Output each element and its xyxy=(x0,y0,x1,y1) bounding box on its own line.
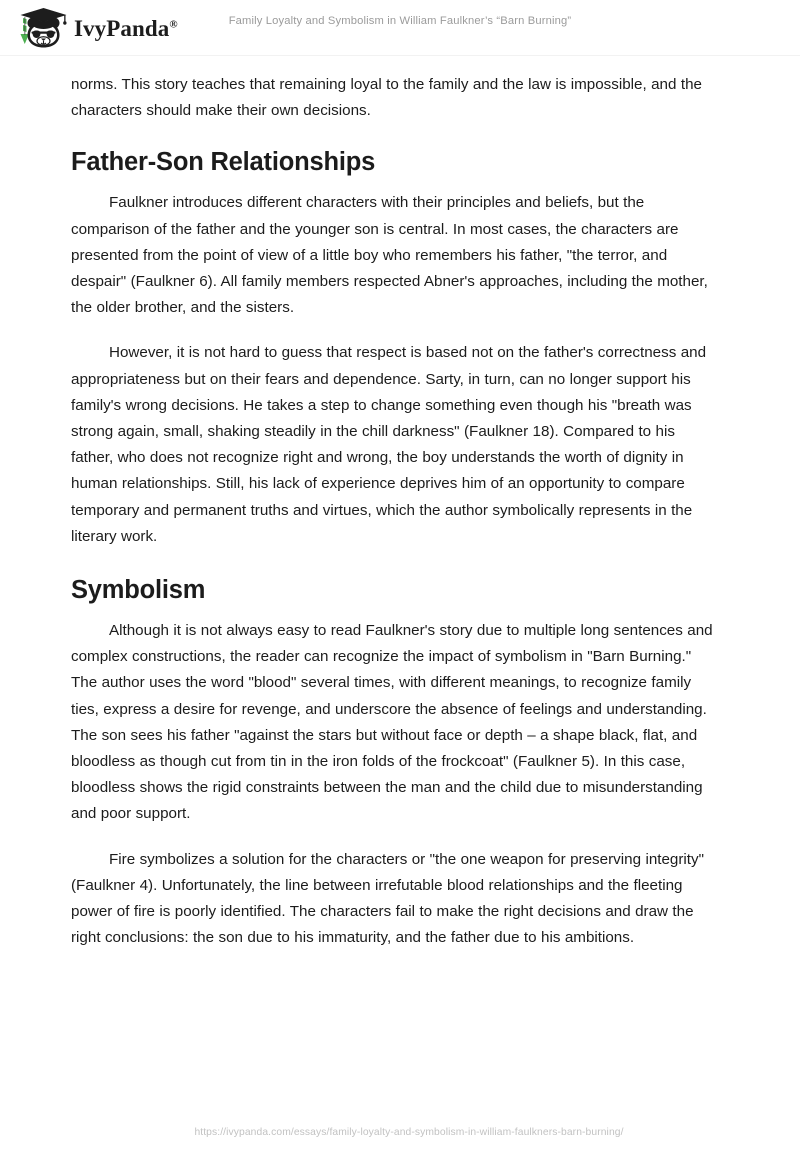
brand-name-text: IvyPanda xyxy=(74,15,170,41)
paragraph: However, it is not hard to guess that respect is based not on the father's correctness and appropriateness but on their fears and dependence. Sarty, in turn, can no longer support his family's wrong decisions. He takes a step to change something even though his "breath was strong again, small, shaking steadily in the chill darkness" (Faulkner 18). Compared to his father, who does not recognize right and wrong, the boy understands the worth of dignity in human relationships. Still, his lack of experience deprives him of an opportunity to compare temporary and permanent truths and virtues, which the author symbolically represents in the literary work. xyxy=(71,344,707,545)
paragraph: Although it is not always easy to read Faulkner's story due to multiple long sentences and complex constructions, the reader can recognize the impact of symbolism in "Barn Burning." The author uses the word "blood" several times, with different meanings, to recognize family ties, express a desire for revenge, and underscore the absence of feelings and understanding. The son sees his father "against the stars but without face or depth – a shape black, flat, and bloodless as though cut from tin in the iron folds of the frockcoat" (Faulkner 5). In this case, bloodless shows the rigid constraints between the man and the child due to misunderstanding and poor support. xyxy=(71,622,713,823)
registered-trademark-icon: ® xyxy=(169,17,178,30)
paragraph-continued: norms. This story teaches that remaining loyal to the family and the law is impossible, and the characters should make their own decisions. xyxy=(71,76,702,120)
document-body xyxy=(71,56,719,970)
section-heading-symbolism: Symbolism xyxy=(71,576,206,605)
page-header xyxy=(0,0,800,56)
document-title: Family Loyalty and Symbolism in William Faulkner’s “Barn Burning” xyxy=(228,15,572,27)
footer-source-url[interactable]: https://ivypanda.com/essays/family-loyalty-and-symbolism-in-william-faulkners-barn-burning/ xyxy=(194,1127,624,1138)
section-heading-father-son: Father-Son Relationships xyxy=(71,148,376,177)
brand-logo-link[interactable] xyxy=(16,7,178,49)
paragraph: Faulkner introduces different characters with their principles and beliefs, but the comparison of the father and the younger son is central. In most cases, the characters are presented from the point of view of a little boy who remembers his father, "the terror, and despair" (Faulkner 6). All family members respected Abner's approaches, including the mother, the older brother, and the sisters. xyxy=(71,194,708,317)
page-footer xyxy=(0,1122,800,1140)
paragraph: Fire symbolizes a solution for the characters or "the one weapon for preserving integrity" (Faulkner 4). Unfortunately, the line between irrefutable blood relationships and the fleeting power of fire is poorly identified. The characters fail to make the right decisions and draw the right conclusions: the son due to his immaturity, and the father due to his ambitions. xyxy=(71,850,705,947)
panda-graduate-logo-icon xyxy=(16,7,68,49)
